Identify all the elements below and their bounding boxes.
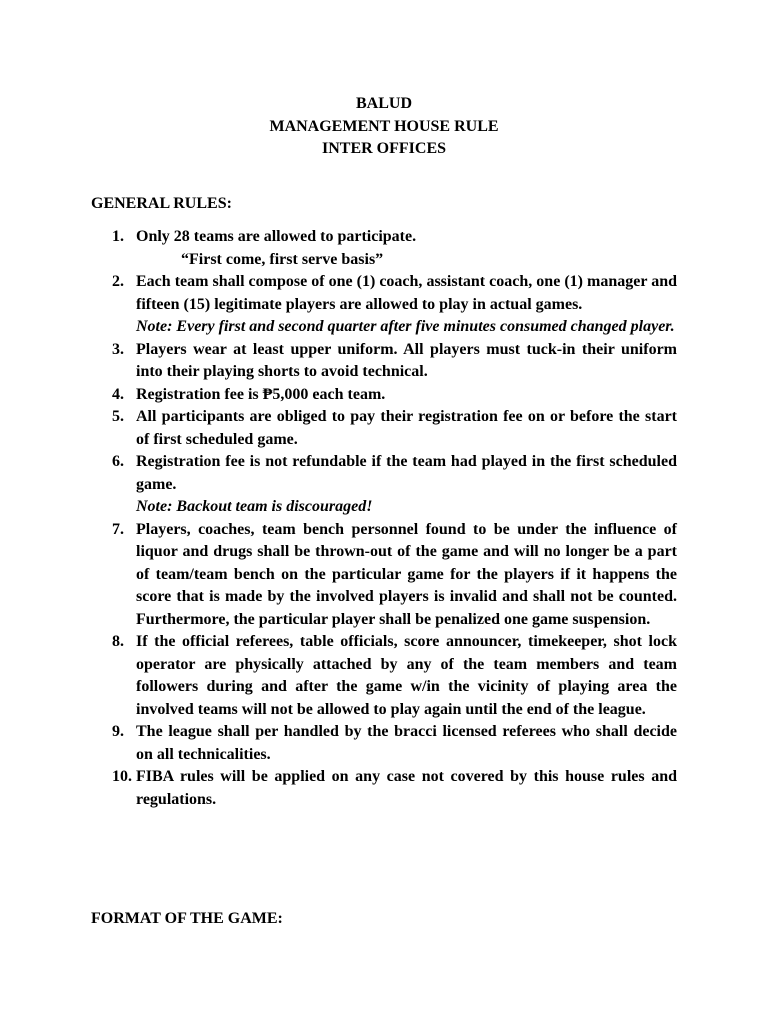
rule-note: Note: Backout team is discouraged!	[136, 498, 373, 515]
rule-item-1	[0, 226, 677, 271]
rule-item-6	[0, 451, 677, 519]
rule-number: 4.	[112, 385, 124, 403]
header-line-2: MANAGEMENT HOUSE RULE	[269, 117, 499, 135]
rule-item-7	[0, 519, 677, 632]
rule-number: 5.	[112, 408, 124, 425]
general-rules-heading: GENERAL RULES:	[91, 195, 232, 212]
rule-subline: “First come, first serve basis”	[181, 250, 384, 268]
rule-text: FIBA rules will be applied on any case not covered by this house rules and regulations.	[136, 768, 677, 808]
rule-item-3	[0, 339, 677, 384]
rule-text: Players, coaches, team bench personnel found to be under the influence of liquor and drugs shall be thrown-out of the game and will no longer be a part of team/team bench on the particular game for the players if it happens the score that is made by the involved players is invalid and shall not be counted. Furthermore, the particular player shall be penalized one game suspension.	[136, 520, 677, 628]
rule-text: Only 28 teams are allowed to participate.	[136, 228, 417, 245]
rule-number: 8.	[112, 633, 124, 650]
rule-item-10	[0, 766, 677, 811]
rule-text: Registration fee is not refundable if the team had played in the first scheduled game.	[136, 453, 677, 493]
rule-item-8	[0, 631, 677, 721]
rule-number: 7.	[112, 520, 124, 538]
rule-number: 9.	[112, 723, 124, 740]
rule-item-4	[0, 384, 677, 407]
rule-item-2	[0, 271, 677, 339]
rule-text: Each team shall compose of one (1) coach, assistant coach, one (1) manager and fifteen (15) legitimate players are allowed to play in actual games.	[136, 273, 677, 313]
rule-item-5	[0, 406, 677, 451]
rule-number: 10.	[112, 768, 132, 785]
format-of-game-heading: FORMAT OF THE GAME:	[91, 910, 283, 927]
header-line-1: BALUD	[355, 95, 412, 112]
rule-number: 2.	[112, 273, 124, 290]
general-rules-list	[0, 226, 768, 811]
document-header	[0, 93, 768, 161]
rule-item-9	[0, 721, 677, 766]
rule-text: If the official referees, table officials, score announcer, timekeeper, shot lock operator are physically attached by any of the team members and team followers during and after the game w/in the vicinity of playing area the involved teams will not be allowed to play again until the end of the league.	[136, 633, 677, 718]
rule-text: Registration fee is ₱5,000 each team.	[136, 385, 386, 403]
rule-text: All participants are obliged to pay their registration fee on or before the start of first scheduled game.	[136, 408, 677, 448]
rule-number: 6.	[112, 453, 124, 470]
rule-text: The league shall per handled by the bracci licensed referees who shall decide on all technicalities.	[136, 723, 677, 763]
rule-number: 3.	[112, 340, 124, 358]
rule-number: 1.	[112, 228, 124, 245]
rule-note: Note: Every first and second quarter after five minutes consumed changed player.	[136, 318, 675, 335]
rule-text: Players wear at least upper uniform. All players must tuck-in their uniform into their playing shorts to avoid technical.	[136, 340, 677, 380]
header-line-3: INTER OFFICES	[321, 140, 447, 157]
